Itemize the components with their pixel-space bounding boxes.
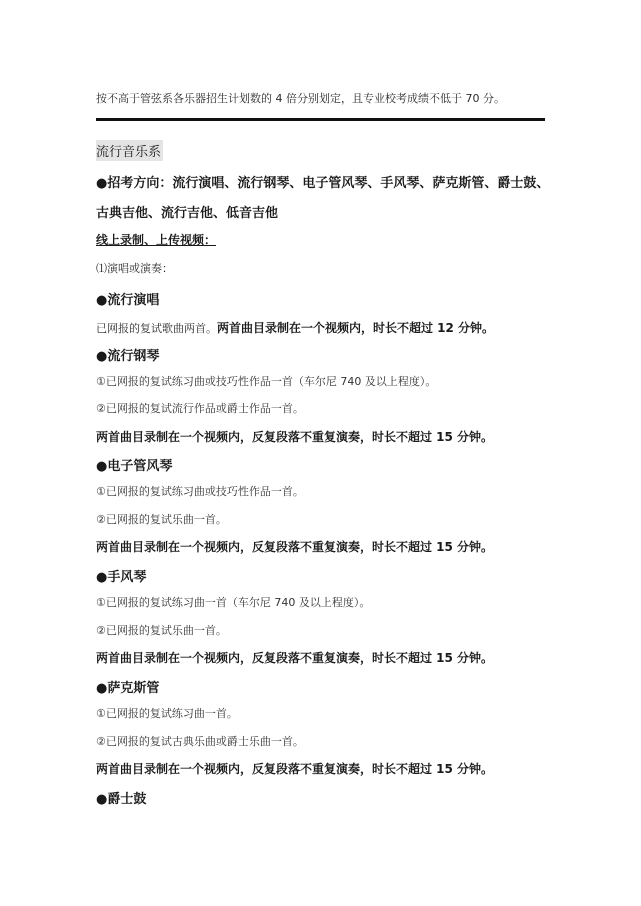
pop-vocal-text-bold: 两首曲目录制在一个视频内，时长不超过 12 分钟。 xyxy=(217,321,495,335)
accordion-heading: ●手风琴 xyxy=(96,570,147,585)
accordion-note: 两首曲目录制在一个视频内，反复段落不重复演奏，时长不超过 15 分钟。 xyxy=(96,651,494,665)
saxophone-note: 两首曲目录制在一个视频内，反复段落不重复演奏，时长不超过 15 分钟。 xyxy=(96,762,494,776)
pop-vocal-text xyxy=(96,317,494,336)
pop-vocal-text-normal: 已网报的复试歌曲两首。 xyxy=(96,322,217,335)
directions-line-1: ●招考方向：流行演唱、流行钢琴、电子管风琴、手风琴、萨克斯管、爵士鼓、 xyxy=(96,176,550,191)
organ-item-2: ②已网报的复试乐曲一首。 xyxy=(96,513,227,526)
pop-vocal-heading: ●流行演唱 xyxy=(96,293,160,308)
pop-piano-heading: ●流行钢琴 xyxy=(96,349,160,364)
accordion-item-1: ①已网报的复试练习曲一首（车尔尼 740 及以上程度）。 xyxy=(96,596,371,609)
organ-note: 两首曲目录制在一个视频内，反复段落不重复演奏，时长不超过 15 分钟。 xyxy=(96,540,494,554)
intro-line: 按不高于管弦系各乐器招生计划数的 4 倍分别划定，且专业校考成绩不低于 70 分。 xyxy=(96,92,505,105)
saxophone-heading: ●萨克斯管 xyxy=(96,681,160,696)
pop-piano-note: 两首曲目录制在一个视频内，反复段落不重复演奏，时长不超过 15 分钟。 xyxy=(96,430,494,444)
department-title: 流行音乐系 xyxy=(96,140,163,161)
directions-line-2: 古典吉他、流行吉他、低音吉他 xyxy=(96,206,279,221)
saxophone-item-1: ①已网报的复试练习曲一首。 xyxy=(96,707,238,720)
section-divider xyxy=(96,118,545,121)
saxophone-item-2: ②已网报的复试古典乐曲或爵士乐曲一首。 xyxy=(96,735,304,748)
organ-item-1: ①已网报的复试练习曲或技巧性作品一首。 xyxy=(96,485,304,498)
pop-piano-item-1: ①已网报的复试练习曲或技巧性作品一首（车尔尼 740 及以上程度）。 xyxy=(96,375,437,388)
accordion-item-2: ②已网报的复试乐曲一首。 xyxy=(96,624,227,637)
performance-label: ⑴演唱或演奏： xyxy=(96,262,173,275)
pop-piano-item-2: ②已网报的复试流行作品或爵士作品一首。 xyxy=(96,402,304,415)
jazz-drum-heading: ●爵士鼓 xyxy=(96,792,147,807)
organ-heading: ●电子管风琴 xyxy=(96,459,173,474)
online-heading: 线上录制、上传视频： xyxy=(96,233,217,247)
